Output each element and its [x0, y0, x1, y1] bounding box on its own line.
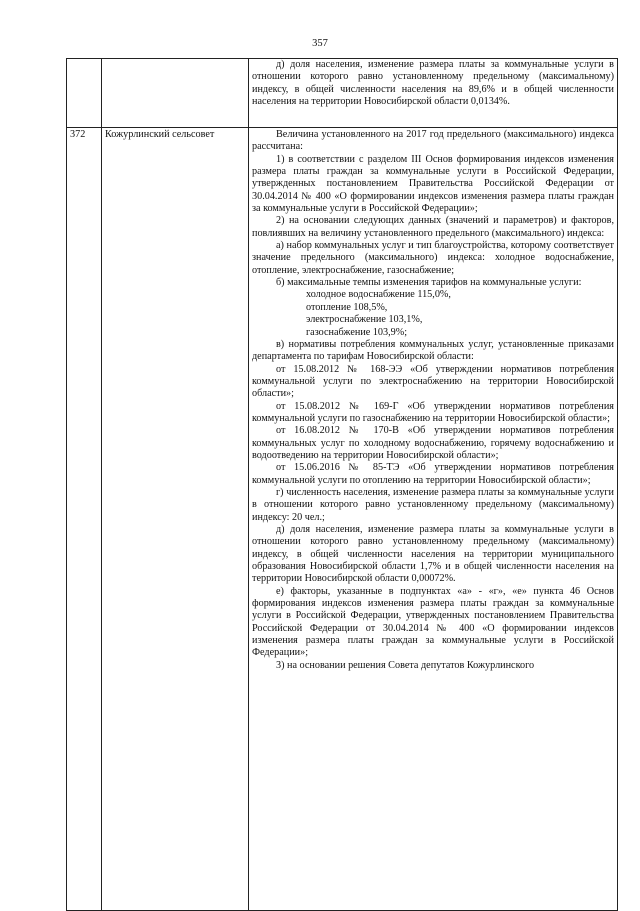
paragraph: 3) на основании решения Совета депутатов Кожурлинского	[276, 659, 535, 671]
paragraph: от 15.06.2016 № 85-ТЭ «Об утверждении нормативов потребления коммунальной услуги по отоплению на территории Новосибирской области»;	[252, 462, 614, 486]
tariff-item: электроснабжение 103,1%,	[306, 314, 423, 326]
paragraph: от 15.08.2012 № 168-ЭЭ «Об утверждении нормативов потребления коммунальной услуги по электроснабжению на территории Новосибирской области»;	[252, 363, 614, 400]
tariff-item: холодное водоснабжение 115,0%,	[306, 289, 451, 301]
description-cell	[249, 128, 618, 911]
paragraph: Величина установленного на 2017 год предельного (максимального) индекса рассчитана:	[252, 129, 614, 153]
table-row	[67, 128, 618, 911]
paragraph: от 15.08.2012 № 169-Г «Об утверждении нормативов потребления коммунальной услуги по газоснабжению на территории Новосибирской области»;	[252, 400, 614, 424]
paragraph: д) доля населения, изменение размера платы за коммунальные услуги в отношении которого равно установленному предельному (максимальному) индексу, в общей численности населения на 89,6% и в общей численности населения на территории Новосибирской области 0,0134%.	[252, 59, 614, 108]
paragraph: б) максимальные темпы изменения тарифов на коммунальные услуги:	[276, 277, 582, 289]
row-number-cell: 372	[67, 128, 102, 911]
paragraph: от 16.08.2012 № 170-В «Об утверждении нормативов потребления коммунальных услуг по холодному водоснабжению, горячему водоснабжению и водоотведению на территории Новосибирской области»;	[252, 425, 614, 461]
paragraph: д) доля населения, изменение размера платы за коммунальные услуги в отношении которого равно установленному предельному (максимальному) индексу, в общей численности населения на территории муниципального образования Новосибирской области 1,7% и в общей численности населения на территории Новосибирской области 0,00072%.	[252, 524, 614, 585]
indices-table	[66, 58, 618, 911]
page-number: 357	[312, 38, 328, 49]
municipality-cell	[102, 59, 249, 128]
paragraph: г) численность населения, изменение размера платы за коммунальные услуги в отношении которого равно установленному предельному (максимальному) индексу: 20 чел.;	[252, 486, 614, 523]
tariff-item: газоснабжение 103,9%;	[306, 326, 408, 338]
paragraph: 2) на основании следующих данных (значений и параметров) и факторов, повлиявших на величину установленного предельного (максимального) индекса:	[252, 215, 614, 239]
municipality-cell: Кожурлинский сельсовет	[102, 128, 249, 911]
tariff-item: отопление 108,5%,	[306, 301, 388, 313]
row-number-cell	[67, 59, 102, 128]
paragraph: а) набор коммунальных услуг и тип благоустройства, которому соответствует значение предельного (максимального) индекса: холодное водоснабжение, отопление, электроснабжение, газоснабжение;	[252, 240, 614, 276]
paragraph: в) нормативы потребления коммунальных услуг, установленные приказами департамента по тарифам Новосибирской области:	[252, 338, 614, 363]
description-cell	[249, 59, 618, 128]
paragraph: е) факторы, указанные в подпунктах «а» - «г», «е» пункта 46 Основ формирования индексов изменения размера платы граждан за коммунальные услуги в Российской Федерации, утвержденных постановлением Правительства Российской Федерации от 30.04.2014 № 400 «О формировании индексов изменения размера платы граждан за коммунальные услуги в Российской Федерации»;	[252, 585, 614, 659]
table-row	[67, 59, 618, 128]
paragraph: 1) в соответствии с разделом III Основ формирования индексов изменения размера платы граждан за коммунальные услуги в Российской Федерации, утвержденных постановлением Правительства Российской Федерации от 30.04.2014 № 400 «О формировании индексов изменения размера платы граждан за коммунальные услуги в Российской Федерации»;	[252, 153, 614, 215]
